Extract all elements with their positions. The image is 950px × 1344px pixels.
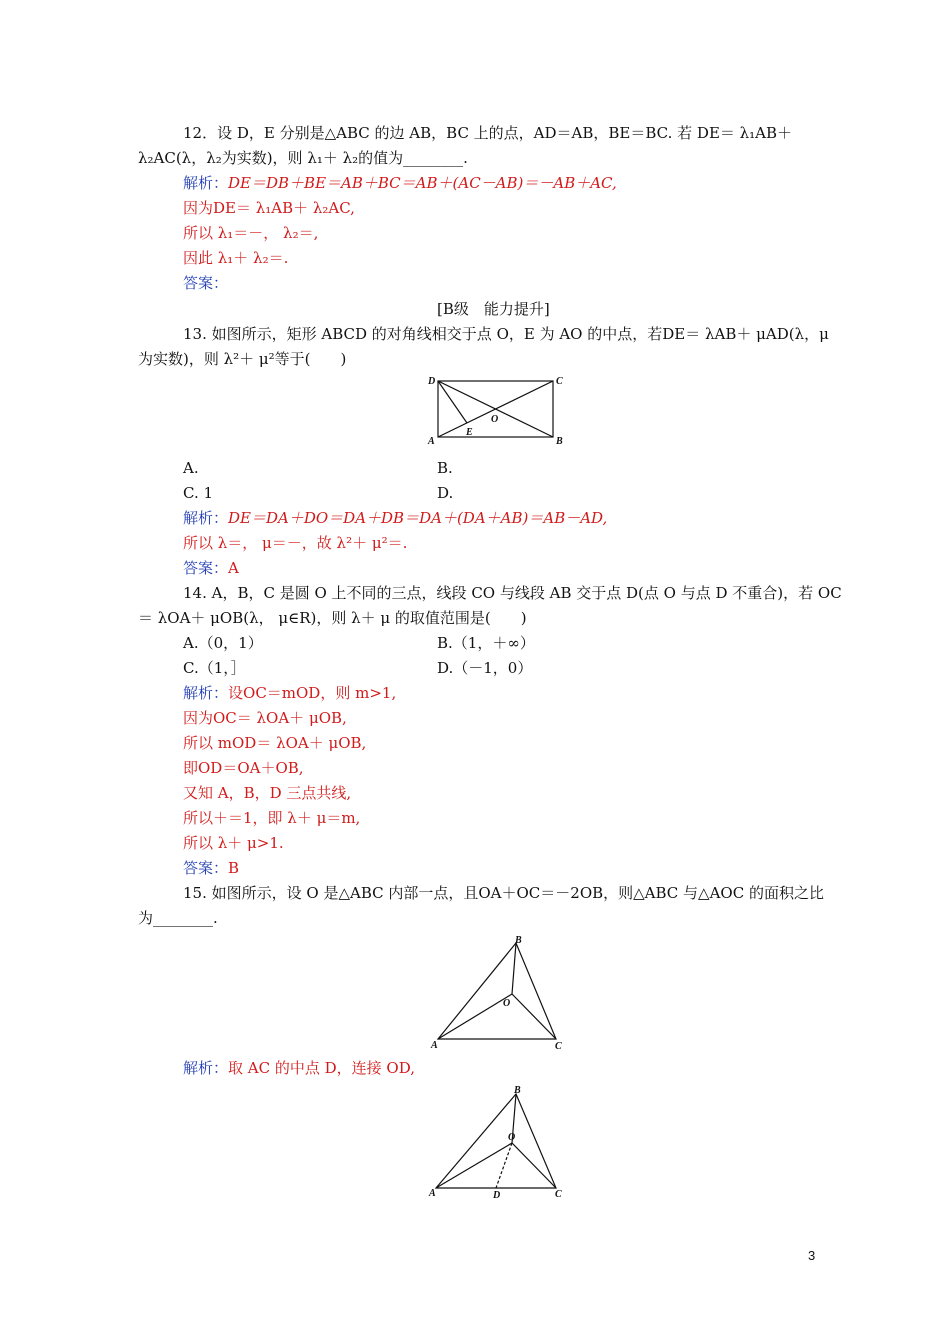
solution-text: 设OC＝mOD，则 m>1, xyxy=(228,684,397,702)
answer-label: 答案： xyxy=(183,559,229,577)
solution-text: DE＝DA＋DO＝DA＋DB＝DA＋(DA＋AB)＝AB－AD, xyxy=(228,509,608,527)
q14-solution-4: 即OD＝OA＋OB, xyxy=(183,759,304,777)
q12-solution-2: 因为DE＝ λ₁AB＋ λ₂AC, xyxy=(183,199,355,217)
solution-text: 取 AC 的中点 D，连接 OD, xyxy=(228,1059,415,1077)
solution-label: 解析： xyxy=(183,509,229,527)
q13-option-d: D. xyxy=(437,484,454,502)
q14-solution-6: 所以＋＝1，即 λ＋ μ＝m, xyxy=(183,809,361,827)
solution-label: 解析： xyxy=(183,1059,229,1077)
q13-rectangle-figure xyxy=(425,372,570,452)
triangle-abc xyxy=(436,1094,556,1188)
segment-oc xyxy=(512,1143,556,1188)
q14-line1: 14. A，B，C 是圆 O 上不同的三点，线段 CO 与线段 AB 交于点 D(点 O 与点 D 不重合)，若 OC xyxy=(183,584,842,602)
q15-solution-1 xyxy=(183,1057,415,1079)
answer-value: A xyxy=(228,559,239,577)
q15-solution-figure xyxy=(426,1080,571,1202)
q13-solution-2: 所以 λ＝， μ＝－，故 λ²＋ μ²＝. xyxy=(183,534,408,552)
page-number: 3 xyxy=(808,1248,816,1263)
q15-line1: 15. 如图所示，设 O 是△ABC 内部一点，且OA＋OC＝－2OB，则△ABC 与△AOC 的面积之比 xyxy=(183,884,824,902)
q13-solution-1 xyxy=(183,507,607,529)
q13-option-c: C. 1 xyxy=(183,484,214,502)
q13-option-a: A. xyxy=(183,459,199,477)
label-o: O xyxy=(508,1132,516,1143)
q15-triangle-figure xyxy=(428,933,568,1053)
segment-oc xyxy=(512,994,556,1039)
q13-answer xyxy=(183,557,239,579)
solution-text: DE＝DB＋BE＝AB＋BC＝AB＋(AC－AB)＝－AB＋AC, xyxy=(228,174,617,192)
q13-line1: 13. 如图所示，矩形 ABCD 的对角线相交于点 O，E 为 AO 的中点，若DE＝ λAB＋ μAD(λ，μ xyxy=(183,325,829,343)
q13-line2: 为实数)，则 λ²＋ μ²等于( ) xyxy=(138,350,347,368)
q14-line2: ＝ λOA＋ μOB(λ， μ∈R)，则 λ＋ μ 的取值范围是( ) xyxy=(138,609,527,627)
q14-solution-5: 又知 A，B，D 三点共线, xyxy=(183,784,352,802)
segment-oa xyxy=(436,1143,512,1188)
q14-solution-1 xyxy=(183,682,396,704)
label-b: B xyxy=(515,935,522,946)
q13-option-b: B. xyxy=(437,459,453,477)
q12-line2: λ₂AC(λ，λ₂为实数)，则 λ₁＋ λ₂的值为________. xyxy=(138,149,468,167)
q15-line2: 为________. xyxy=(138,909,218,927)
q12-answer-label: 答案： xyxy=(183,274,229,292)
segment-de xyxy=(438,381,467,423)
label-d: D xyxy=(493,1190,501,1201)
label-a: A xyxy=(429,1188,436,1199)
q14-solution-2: 因为OC＝ λOA＋ μOB, xyxy=(183,709,347,727)
label-a: A xyxy=(428,436,435,447)
label-e: E xyxy=(466,427,473,438)
label-d: D xyxy=(428,376,436,387)
answer-value: B xyxy=(228,859,240,877)
triangle-abc xyxy=(438,943,556,1039)
q14-answer xyxy=(183,857,239,879)
label-c: C xyxy=(555,1189,562,1200)
label-b: B xyxy=(556,436,563,447)
label-a: A xyxy=(431,1040,438,1051)
section-b-heading: [B级 能力提升] xyxy=(437,300,550,318)
segment-ob xyxy=(512,943,516,994)
q14-solution-7: 所以 λ＋ μ>1. xyxy=(183,834,284,852)
solution-label: 解析： xyxy=(183,684,229,702)
q12-line1: 12．设 D，E 分别是△ABC 的边 AB，BC 上的点，AD＝AB，BE＝BC. 若 DE＝ λ₁AB＋ xyxy=(183,124,793,142)
label-o: O xyxy=(503,998,511,1009)
label-c: C xyxy=(555,1041,562,1052)
segment-oa xyxy=(438,994,512,1039)
label-c: C xyxy=(556,376,563,387)
answer-label: 答案： xyxy=(183,859,229,877)
segment-od-dashed xyxy=(496,1143,512,1188)
q12-solution-3: 所以 λ₁＝－， λ₂＝, xyxy=(183,224,319,242)
label-o: O xyxy=(491,414,499,425)
q12-solution-1 xyxy=(183,172,617,194)
q14-option-d: D.（－1，0） xyxy=(437,659,533,677)
q12-solution-4: 因此 λ₁＋ λ₂＝. xyxy=(183,249,289,267)
q14-option-a: A.（0，1） xyxy=(183,634,263,652)
solution-label: 解析： xyxy=(183,174,229,192)
q14-option-b: B.（1，＋∞） xyxy=(437,634,535,652)
label-b: B xyxy=(514,1085,521,1096)
q14-option-c: C.（1，］ xyxy=(183,659,246,677)
q14-solution-3: 所以 mOD＝ λOA＋ μOB, xyxy=(183,734,367,752)
